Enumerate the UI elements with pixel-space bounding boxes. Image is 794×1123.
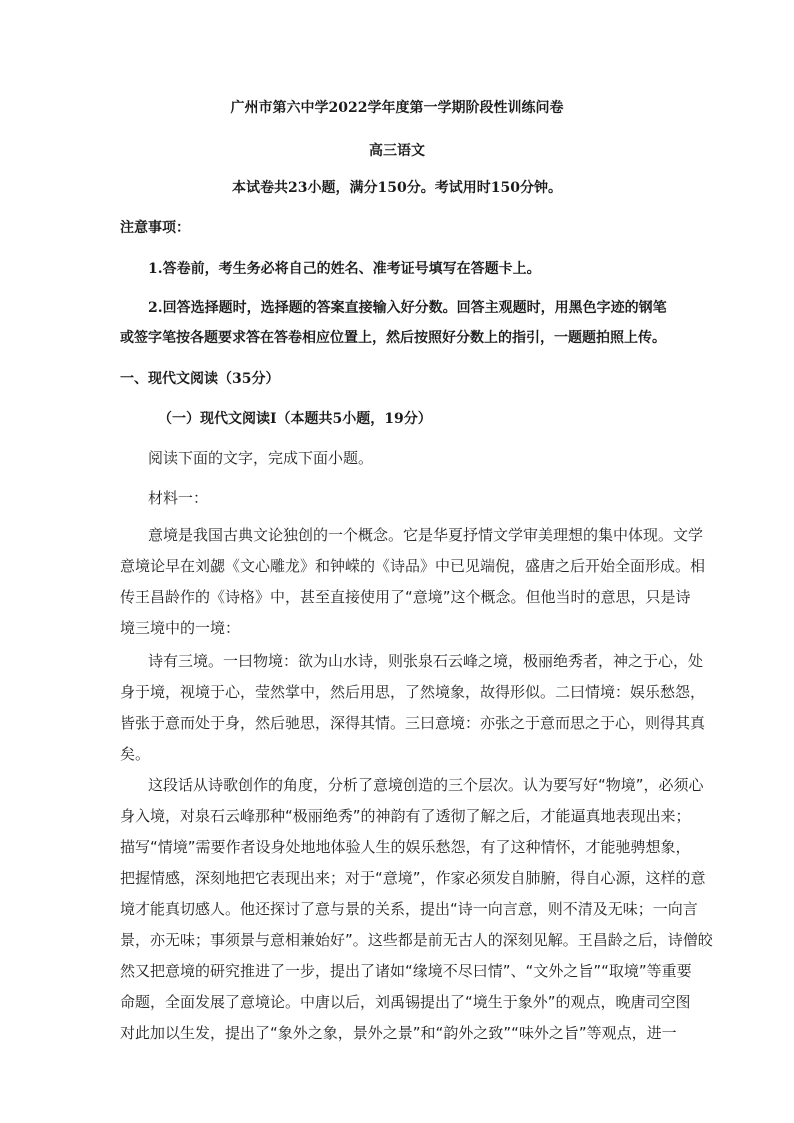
paragraph-line: 身于境，视境于心，莹然掌中，然后用思，了然境象，故得形似。二曰情境：娱乐愁怨， (120, 683, 706, 701)
paragraph-3 (120, 770, 713, 1049)
notice-rule-1: 1.答卷前，考生务必将自己的姓名、准考证号填写在答题卡上。 (148, 261, 541, 277)
paragraph-line: 矣。 (120, 745, 151, 763)
exam-title: 广州市第六中学2022学年度第一学期阶段性训练问卷 (230, 100, 564, 116)
paragraph-line: 描写“情境”需要作者设身处地地体验人生的娱乐愁怨，有了这种情怀，才能驰骋想象， (120, 838, 691, 856)
paragraph-line: 意境是我国古典文论独创的一个概念。它是华夏抒情文学审美理想的集中体现。文学 (148, 526, 704, 544)
exam-subject: 高三语文 (369, 143, 425, 159)
paragraph-line: 把握情感，深刻地把它表现出来；对于“意境”，作家必须发自肺腑，得自心源，这样的意 (120, 869, 706, 887)
paragraph-line: 意境论早在刘勰《文心雕龙》和钟嵘的《诗品》中已见端倪，盛唐之后开始全面形成。相 (120, 557, 706, 575)
notice-heading: 注意事项： (120, 220, 190, 236)
paragraph-line: 传王昌龄作的《诗格》中，甚至直接使用了“意境”这个概念。但他当时的意思，只是诗 (120, 588, 691, 606)
section-1-heading: 一、现代文阅读（35分） (120, 371, 280, 387)
notice-rule-2-line-2: 或签字笔按各题要求答在答卷相应位置上，然后按照好分数上的指引，一题题拍照上传。 (120, 330, 666, 346)
section-1-subheading: （一）现代文阅读Ⅰ（本题共5小题，19分） (158, 411, 432, 427)
paragraph-1 (120, 520, 706, 644)
paragraph-line: 诗有三境。一曰物境：欲为山水诗，则张泉石云峰之境，极丽绝秀者，神之于心，处 (148, 652, 704, 670)
paragraph-line: 境才能真切感人。他还探讨了意与景的关系，提出“诗一向言意，则不清及无味；一向言 (120, 900, 698, 918)
paragraph-line: 景，亦无味；事须景与意相兼始好”。这些都是前无古人的深刻见解。王昌龄之后，诗僧皎 (120, 931, 713, 949)
paragraph-line: 皆张于意而处于身，然后驰思，深得其情。三曰意境：亦张之于意而思之于心，则得其真 (120, 714, 706, 732)
paragraph-line: 然又把意境的研究推进了一步，提出了诸如“缘境不尽曰情”、“文外之旨”“取境”等重要 (120, 962, 692, 980)
material-label: 材料一： (148, 489, 209, 507)
notice-rule-2-line-1: 2.回答选择题时，选择题的答案直接输入好分数。回答主观题时，用黑色字迹的钢笔 (148, 300, 667, 316)
paragraph-line: 这段话从诗歌创作的角度，分析了意境创造的三个层次。认为要写好“物境”，必须心 (148, 776, 704, 794)
reading-instruction: 阅读下面的文字，完成下面小题。 (148, 449, 374, 467)
paragraph-line: 对此加以生发，提出了“象外之象，景外之景”和“韵外之致”“味外之旨”等观点，进一 (120, 1024, 677, 1042)
paragraph-line: 命题，全面发展了意境论。中唐以后，刘禹锡提出了“境生于象外”的观点，晚唐司空图 (120, 993, 691, 1011)
paragraph-line: 身入境，对泉石云峰那种“极丽绝秀”的神韵有了透彻了解之后，才能逼真地表现出来； (120, 807, 691, 825)
paragraph-line: 境三境中的一境： (120, 619, 241, 637)
exam-info: 本试卷共23小题，满分150分。考试用时150分钟。 (232, 180, 562, 196)
paragraph-2 (120, 646, 706, 770)
